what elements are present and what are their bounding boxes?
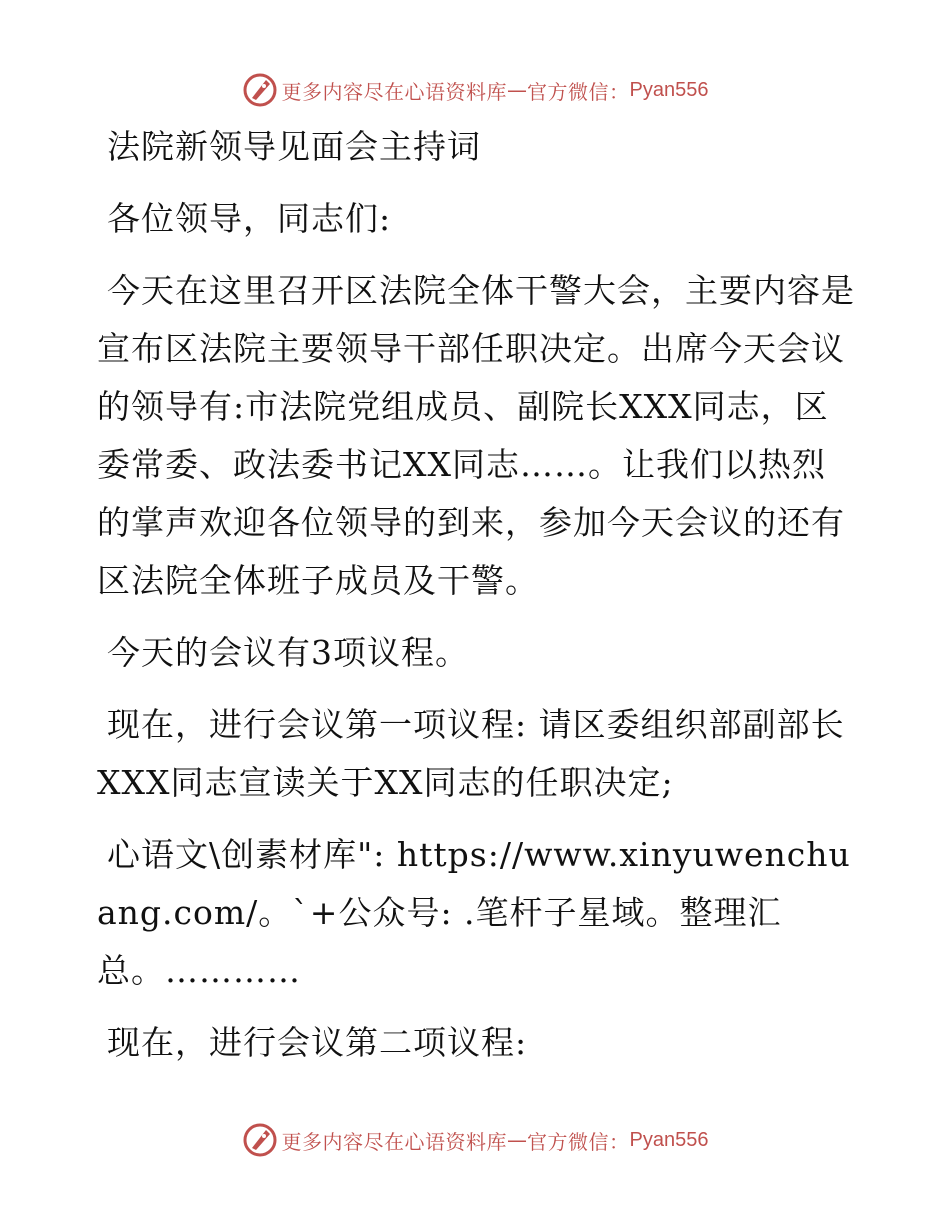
pen-nib-logo-icon bbox=[242, 72, 278, 108]
watermark-wechat-id: Pyan556 bbox=[629, 78, 709, 101]
watermark-wechat-id: Pyan556 bbox=[629, 1128, 709, 1151]
header-watermark bbox=[0, 70, 950, 110]
watermark-wechat-label: 官方微信： bbox=[527, 79, 630, 104]
watermark-separator: — bbox=[507, 78, 528, 102]
watermark-text: 更多内容尽在心语资料库 bbox=[281, 79, 508, 104]
agenda-item-two-paragraph: 现在，进行会议第二项议程: bbox=[107, 1023, 528, 1062]
source-note-paragraph: 心语文\创素材库": https://www.xinyuwenchuang.com/。`+公众号: .笔杆子星域。整理汇总。………… bbox=[97, 835, 851, 990]
greeting-paragraph: 各位领导，同志们: bbox=[107, 199, 392, 238]
watermark-wechat-label: 官方微信： bbox=[527, 1129, 630, 1154]
watermark-separator: — bbox=[507, 1128, 528, 1152]
footer-watermark bbox=[0, 1120, 950, 1160]
document-title: 法院新领导见面会主持词 bbox=[107, 127, 481, 166]
agenda-count-paragraph: 今天的会议有3项议程。 bbox=[107, 633, 469, 672]
agenda-item-one-paragraph: 现在，进行会议第一项议程: 请区委组织部副部长XXX同志宣读关于XX同志的任职决定; bbox=[97, 705, 845, 802]
document-body bbox=[97, 118, 857, 1086]
pen-nib-logo-icon bbox=[242, 1122, 278, 1158]
opening-paragraph: 今天在这里召开区法院全体干警大会，主要内容是宣布区法院主要领导干部任职决定。出席今天会议的领导有:市法院党组成员、副院长XXX同志，区委常委、政法委书记XX同志……。让我们以热烈的掌声欢迎各位领导的到来，参加今天会议的还有区法院全体班子成员及干警。 bbox=[97, 271, 855, 600]
watermark-text: 更多内容尽在心语资料库 bbox=[281, 1129, 508, 1154]
